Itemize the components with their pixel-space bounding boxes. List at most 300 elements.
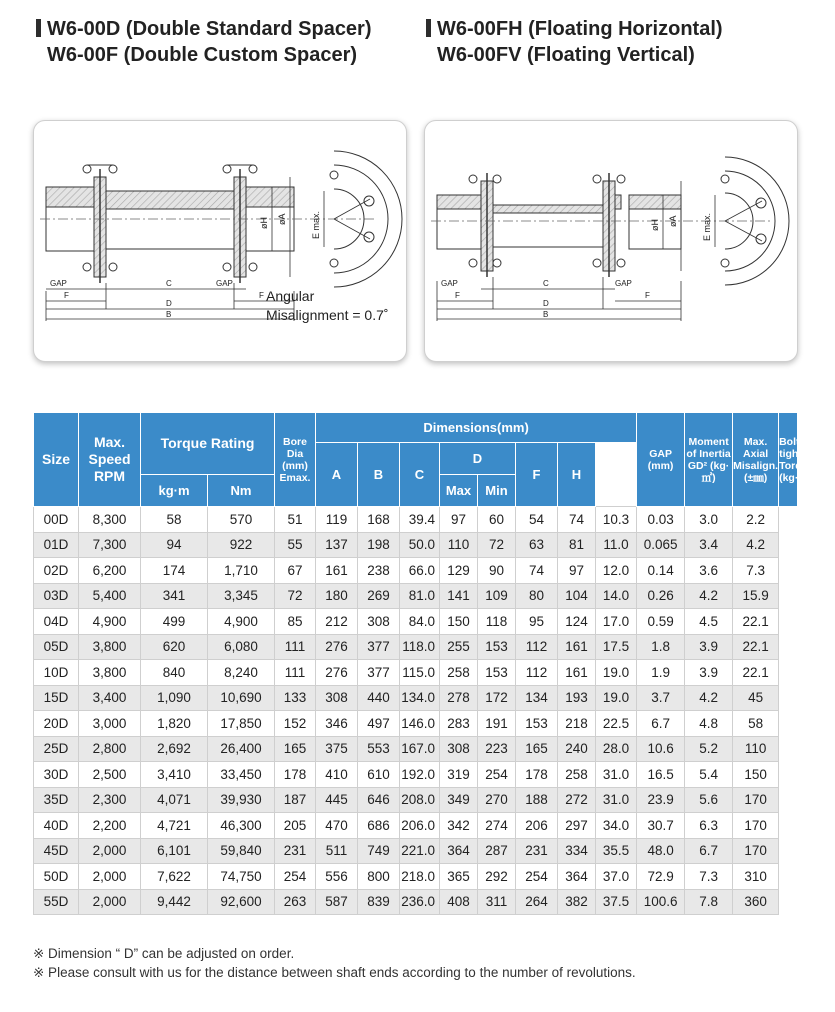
table-cell: 231 bbox=[275, 838, 316, 864]
table-cell: 54 bbox=[516, 507, 558, 533]
table-cell: 0.03 bbox=[637, 507, 685, 533]
table-cell: 276 bbox=[316, 660, 358, 686]
size-cell: 01D bbox=[34, 532, 79, 558]
table-cell: 6.7 bbox=[685, 838, 733, 864]
table-cell: 22.1 bbox=[733, 609, 779, 635]
table-cell: 129 bbox=[440, 558, 478, 584]
table-cell: 134.0 bbox=[400, 685, 440, 711]
header-bolt: Bolt tighten Torque (kg·m) bbox=[779, 413, 798, 507]
table-cell: 839 bbox=[358, 889, 400, 915]
table-cell: 440 bbox=[358, 685, 400, 711]
table-cell: 133 bbox=[275, 685, 316, 711]
table-row bbox=[34, 609, 798, 635]
table-cell: 84.0 bbox=[400, 609, 440, 635]
table-row bbox=[34, 762, 798, 788]
angular-note-line1: Angular bbox=[266, 288, 315, 304]
label-a: øA bbox=[668, 215, 678, 227]
table-cell: 620 bbox=[141, 634, 208, 660]
table-cell: 3.0 bbox=[685, 507, 733, 533]
table-cell: 115.0 bbox=[400, 660, 440, 686]
table-cell: 191 bbox=[478, 711, 516, 737]
table-row bbox=[34, 864, 798, 890]
table-cell: 58 bbox=[141, 507, 208, 533]
table-cell: 3,410 bbox=[141, 762, 208, 788]
table-cell: 72 bbox=[275, 583, 316, 609]
table-cell: 587 bbox=[316, 889, 358, 915]
angular-misalignment-note bbox=[266, 287, 389, 325]
table-cell: 511 bbox=[316, 838, 358, 864]
table-cell: 22.1 bbox=[733, 634, 779, 660]
header-size: Size bbox=[34, 413, 79, 507]
table-cell: 153 bbox=[516, 711, 558, 737]
angular-note-line2: Misalignment = 0.7˚ bbox=[266, 307, 389, 323]
label-c: C bbox=[166, 279, 172, 288]
table-cell: 152 bbox=[275, 711, 316, 737]
table-cell: 283 bbox=[440, 711, 478, 737]
table-cell: 3,400 bbox=[79, 685, 141, 711]
table-cell: 270 bbox=[478, 787, 516, 813]
table-cell: 221.0 bbox=[400, 838, 440, 864]
table-cell: 198 bbox=[358, 532, 400, 558]
table-cell: 3.9 bbox=[685, 660, 733, 686]
table-cell: 161 bbox=[558, 634, 596, 660]
table-cell: 37.5 bbox=[596, 889, 637, 915]
table-cell: 6,080 bbox=[208, 634, 275, 660]
table-cell: 153 bbox=[478, 660, 516, 686]
table-cell: 206.0 bbox=[400, 813, 440, 839]
table-cell: 231 bbox=[516, 838, 558, 864]
table-cell: 97 bbox=[440, 507, 478, 533]
size-cell: 20D bbox=[34, 711, 79, 737]
table-cell: 556 bbox=[316, 864, 358, 890]
table-cell: 258 bbox=[440, 660, 478, 686]
table-cell: 146.0 bbox=[400, 711, 440, 737]
footnotes bbox=[33, 944, 636, 982]
table-cell: 410 bbox=[316, 762, 358, 788]
table-cell: 39,930 bbox=[208, 787, 275, 813]
spec-table-body bbox=[34, 507, 798, 915]
table-cell: 236.0 bbox=[400, 889, 440, 915]
table-cell: 192.0 bbox=[400, 762, 440, 788]
label-b: B bbox=[166, 310, 172, 319]
size-cell: 10D bbox=[34, 660, 79, 686]
size-cell: 04D bbox=[34, 609, 79, 635]
table-cell: 3,800 bbox=[79, 634, 141, 660]
header-d: D bbox=[440, 443, 516, 475]
table-cell: 470 bbox=[316, 813, 358, 839]
table-cell: 8,240 bbox=[208, 660, 275, 686]
size-cell: 03D bbox=[34, 583, 79, 609]
table-cell: 97 bbox=[558, 558, 596, 584]
table-cell: 10,690 bbox=[208, 685, 275, 711]
table-row bbox=[34, 532, 798, 558]
table-cell: 377 bbox=[358, 634, 400, 660]
label-e: E max. bbox=[702, 212, 712, 241]
table-cell: 35.5 bbox=[596, 838, 637, 864]
title-left bbox=[36, 16, 372, 68]
table-cell: 153 bbox=[478, 634, 516, 660]
table-cell: 263 bbox=[275, 889, 316, 915]
title-right-line1: W6-00FH (Floating Horizontal) bbox=[426, 16, 723, 42]
table-cell: 112 bbox=[516, 660, 558, 686]
table-cell: 292 bbox=[478, 864, 516, 890]
label-f-right: F bbox=[259, 291, 264, 300]
table-cell: 80 bbox=[516, 583, 558, 609]
table-cell: 178 bbox=[516, 762, 558, 788]
table-cell: 150 bbox=[733, 762, 779, 788]
size-cell: 30D bbox=[34, 762, 79, 788]
table-cell: 45 bbox=[733, 685, 779, 711]
label-gap-right: GAP bbox=[615, 279, 632, 288]
table-cell: 17.5 bbox=[596, 634, 637, 660]
table-cell: 3.7 bbox=[637, 685, 685, 711]
diagram-double-spacer bbox=[33, 120, 407, 362]
table-cell: 6,200 bbox=[79, 558, 141, 584]
header-c: C bbox=[400, 443, 440, 507]
table-cell: 610 bbox=[358, 762, 400, 788]
table-cell: 4,900 bbox=[79, 609, 141, 635]
table-cell: 90 bbox=[478, 558, 516, 584]
table-cell: 6.3 bbox=[685, 813, 733, 839]
table-cell: 94 bbox=[141, 532, 208, 558]
table-cell: 2,000 bbox=[79, 889, 141, 915]
label-a: øA bbox=[277, 213, 287, 225]
table-cell: 172 bbox=[478, 685, 516, 711]
table-cell: 308 bbox=[358, 609, 400, 635]
table-cell: 22.1 bbox=[733, 660, 779, 686]
header-bore: Bore Dia (mm) Emax. bbox=[275, 413, 316, 507]
table-cell: 11.0 bbox=[596, 532, 637, 558]
title-right bbox=[426, 16, 723, 68]
table-cell: 46,300 bbox=[208, 813, 275, 839]
label-gap-left: GAP bbox=[50, 279, 67, 288]
table-cell: 254 bbox=[516, 864, 558, 890]
table-cell: 382 bbox=[558, 889, 596, 915]
label-c: C bbox=[543, 279, 549, 288]
table-cell: 499 bbox=[141, 609, 208, 635]
table-cell: 254 bbox=[275, 864, 316, 890]
table-cell: 8,300 bbox=[79, 507, 141, 533]
table-cell: 310 bbox=[733, 864, 779, 890]
table-cell: 375 bbox=[316, 736, 358, 762]
table-cell: 17.0 bbox=[596, 609, 637, 635]
table-cell: 269 bbox=[358, 583, 400, 609]
table-cell: 137 bbox=[316, 532, 358, 558]
table-row bbox=[34, 660, 798, 686]
table-cell: 23.9 bbox=[637, 787, 685, 813]
table-cell: 208.0 bbox=[400, 787, 440, 813]
table-cell: 109 bbox=[478, 583, 516, 609]
table-cell: 187 bbox=[275, 787, 316, 813]
footnote-2: ※ Please consult with us for the distance between shaft ends according to the number of revolutions. bbox=[33, 965, 636, 980]
header-d-max: Max bbox=[440, 475, 478, 507]
table-cell: 59,840 bbox=[208, 838, 275, 864]
table-cell: 10.6 bbox=[637, 736, 685, 762]
table-cell: 287 bbox=[478, 838, 516, 864]
table-cell: 34.0 bbox=[596, 813, 637, 839]
table-cell: 141 bbox=[440, 583, 478, 609]
table-cell: 218.0 bbox=[400, 864, 440, 890]
title-left-line2: W6-00F (Double Custom Spacer) bbox=[47, 44, 358, 66]
table-cell: 5.6 bbox=[685, 787, 733, 813]
table-cell: 55 bbox=[275, 532, 316, 558]
table-cell: 63 bbox=[516, 532, 558, 558]
table-cell: 170 bbox=[733, 838, 779, 864]
size-cell: 00D bbox=[34, 507, 79, 533]
table-cell: 274 bbox=[478, 813, 516, 839]
table-cell: 2,800 bbox=[79, 736, 141, 762]
table-cell: 7,622 bbox=[141, 864, 208, 890]
table-cell: 2,300 bbox=[79, 787, 141, 813]
table-cell: 72.9 bbox=[637, 864, 685, 890]
table-cell: 6.7 bbox=[637, 711, 685, 737]
table-cell: 408 bbox=[440, 889, 478, 915]
table-cell: 0.065 bbox=[637, 532, 685, 558]
table-cell: 218 bbox=[558, 711, 596, 737]
table-cell: 16.5 bbox=[637, 762, 685, 788]
table-cell: 0.14 bbox=[637, 558, 685, 584]
title-bar-icon bbox=[36, 19, 41, 37]
label-f-left: F bbox=[455, 291, 460, 300]
table-cell: 2,000 bbox=[79, 838, 141, 864]
table-cell: 92,600 bbox=[208, 889, 275, 915]
table-cell: 12.0 bbox=[596, 558, 637, 584]
table-cell: 15.9 bbox=[733, 583, 779, 609]
table-cell: 7.3 bbox=[733, 558, 779, 584]
table-cell: 74 bbox=[516, 558, 558, 584]
table-cell: 150 bbox=[440, 609, 478, 635]
table-row bbox=[34, 634, 798, 660]
table-cell: 7.8 bbox=[685, 889, 733, 915]
table-cell: 360 bbox=[733, 889, 779, 915]
table-cell: 334 bbox=[558, 838, 596, 864]
label-f-left: F bbox=[64, 291, 69, 300]
table-cell: 311 bbox=[478, 889, 516, 915]
table-cell: 7.3 bbox=[685, 864, 733, 890]
table-cell: 4.2 bbox=[733, 532, 779, 558]
size-cell: 25D bbox=[34, 736, 79, 762]
table-cell: 297 bbox=[558, 813, 596, 839]
table-cell: 31.0 bbox=[596, 787, 637, 813]
table-cell: 254 bbox=[478, 762, 516, 788]
header-inertia: Moment of Inertia GD² (kg·㎡) bbox=[685, 413, 733, 507]
table-cell: 0.26 bbox=[637, 583, 685, 609]
label-b: B bbox=[543, 310, 549, 319]
table-cell: 28.0 bbox=[596, 736, 637, 762]
table-cell: 749 bbox=[358, 838, 400, 864]
table-cell: 161 bbox=[316, 558, 358, 584]
table-cell: 110 bbox=[440, 532, 478, 558]
size-cell: 55D bbox=[34, 889, 79, 915]
title-right-line2: W6-00FV (Floating Vertical) bbox=[437, 44, 695, 66]
diagram-floating bbox=[424, 120, 798, 362]
table-cell: 840 bbox=[141, 660, 208, 686]
header-torque-kgm: kg·m bbox=[141, 475, 208, 507]
table-cell: 308 bbox=[440, 736, 478, 762]
table-cell: 85 bbox=[275, 609, 316, 635]
table-cell: 67 bbox=[275, 558, 316, 584]
table-cell: 1,820 bbox=[141, 711, 208, 737]
table-cell: 19.0 bbox=[596, 660, 637, 686]
table-cell: 1.9 bbox=[637, 660, 685, 686]
table-cell: 30.7 bbox=[637, 813, 685, 839]
label-f-right: F bbox=[645, 291, 650, 300]
table-row bbox=[34, 711, 798, 737]
size-cell: 02D bbox=[34, 558, 79, 584]
table-cell: 110 bbox=[733, 736, 779, 762]
table-cell: 240 bbox=[558, 736, 596, 762]
table-cell: 167.0 bbox=[400, 736, 440, 762]
table-cell: 119 bbox=[316, 507, 358, 533]
size-cell: 15D bbox=[34, 685, 79, 711]
label-e: E max. bbox=[311, 210, 321, 239]
table-cell: 19.0 bbox=[596, 685, 637, 711]
table-cell: 48.0 bbox=[637, 838, 685, 864]
table-cell: 553 bbox=[358, 736, 400, 762]
table-cell: 170 bbox=[733, 813, 779, 839]
table-cell: 1.8 bbox=[637, 634, 685, 660]
table-row bbox=[34, 736, 798, 762]
table-cell: 118.0 bbox=[400, 634, 440, 660]
table-cell: 4,721 bbox=[141, 813, 208, 839]
table-cell: 1,090 bbox=[141, 685, 208, 711]
table-cell: 206 bbox=[516, 813, 558, 839]
table-cell: 37.0 bbox=[596, 864, 637, 890]
table-cell: 264 bbox=[516, 889, 558, 915]
table-cell: 319 bbox=[440, 762, 478, 788]
table-cell: 0.59 bbox=[637, 609, 685, 635]
table-row bbox=[34, 507, 798, 533]
table-cell: 308 bbox=[316, 685, 358, 711]
table-cell: 10.3 bbox=[596, 507, 637, 533]
table-cell: 7,300 bbox=[79, 532, 141, 558]
table-cell: 2,692 bbox=[141, 736, 208, 762]
header-d-min: Min bbox=[478, 475, 516, 507]
header-torque: Torque Rating bbox=[141, 413, 275, 475]
label-h: øH bbox=[259, 217, 269, 229]
header-gap: GAP (mm) bbox=[637, 413, 685, 507]
table-cell: 111 bbox=[275, 660, 316, 686]
table-cell: 81.0 bbox=[400, 583, 440, 609]
table-cell: 3,345 bbox=[208, 583, 275, 609]
table-cell: 50.0 bbox=[400, 532, 440, 558]
table-cell: 66.0 bbox=[400, 558, 440, 584]
table-cell: 180 bbox=[316, 583, 358, 609]
table-cell: 4.8 bbox=[685, 711, 733, 737]
table-cell: 341 bbox=[141, 583, 208, 609]
table-cell: 205 bbox=[275, 813, 316, 839]
table-cell: 178 bbox=[275, 762, 316, 788]
header-dimensions: Dimensions(mm) bbox=[316, 413, 637, 443]
table-cell: 223 bbox=[478, 736, 516, 762]
table-cell: 111 bbox=[275, 634, 316, 660]
table-cell: 5,400 bbox=[79, 583, 141, 609]
label-h: øH bbox=[650, 219, 660, 231]
table-cell: 134 bbox=[516, 685, 558, 711]
table-cell: 124 bbox=[558, 609, 596, 635]
table-cell: 258 bbox=[558, 762, 596, 788]
table-cell: 278 bbox=[440, 685, 478, 711]
label-gap-left: GAP bbox=[441, 279, 458, 288]
header-f: F bbox=[516, 443, 558, 507]
table-cell: 26,400 bbox=[208, 736, 275, 762]
table-cell: 922 bbox=[208, 532, 275, 558]
table-cell: 2.2 bbox=[733, 507, 779, 533]
table-cell: 58 bbox=[733, 711, 779, 737]
table-cell: 445 bbox=[316, 787, 358, 813]
table-cell: 2,500 bbox=[79, 762, 141, 788]
table-cell: 165 bbox=[516, 736, 558, 762]
table-cell: 3,000 bbox=[79, 711, 141, 737]
table-cell: 31.0 bbox=[596, 762, 637, 788]
table-cell: 104 bbox=[558, 583, 596, 609]
table-cell: 168 bbox=[358, 507, 400, 533]
table-row bbox=[34, 583, 798, 609]
table-cell: 4.2 bbox=[685, 685, 733, 711]
coupling-drawing-left bbox=[34, 121, 406, 361]
header-a: A bbox=[316, 443, 358, 507]
table-cell: 3,800 bbox=[79, 660, 141, 686]
table-cell: 686 bbox=[358, 813, 400, 839]
table-row bbox=[34, 685, 798, 711]
table-cell: 39.4 bbox=[400, 507, 440, 533]
table-cell: 188 bbox=[516, 787, 558, 813]
table-cell: 238 bbox=[358, 558, 400, 584]
table-cell: 4.5 bbox=[685, 609, 733, 635]
table-cell: 255 bbox=[440, 634, 478, 660]
table-cell: 6,101 bbox=[141, 838, 208, 864]
coupling-drawing-right bbox=[425, 121, 797, 361]
size-cell: 35D bbox=[34, 787, 79, 813]
table-cell: 118 bbox=[478, 609, 516, 635]
table-cell: 1,710 bbox=[208, 558, 275, 584]
table-cell: 161 bbox=[558, 660, 596, 686]
table-cell: 3.6 bbox=[685, 558, 733, 584]
table-cell: 95 bbox=[516, 609, 558, 635]
table-cell: 17,850 bbox=[208, 711, 275, 737]
table-row bbox=[34, 889, 798, 915]
table-cell: 365 bbox=[440, 864, 478, 890]
table-cell: 193 bbox=[558, 685, 596, 711]
table-cell: 4.2 bbox=[685, 583, 733, 609]
table-cell: 276 bbox=[316, 634, 358, 660]
label-d: D bbox=[166, 299, 172, 308]
table-row bbox=[34, 558, 798, 584]
table-cell: 81 bbox=[558, 532, 596, 558]
footnote-1: ※ Dimension “ D” can be adjusted on order. bbox=[33, 946, 295, 961]
size-cell: 45D bbox=[34, 838, 79, 864]
table-cell: 497 bbox=[358, 711, 400, 737]
table-cell: 22.5 bbox=[596, 711, 637, 737]
table-cell: 14.0 bbox=[596, 583, 637, 609]
table-row bbox=[34, 813, 798, 839]
table-cell: 3.4 bbox=[685, 532, 733, 558]
size-cell: 50D bbox=[34, 864, 79, 890]
table-cell: 272 bbox=[558, 787, 596, 813]
table-cell: 51 bbox=[275, 507, 316, 533]
title-left-line1: W6-00D (Double Standard Spacer) bbox=[36, 16, 372, 42]
table-cell: 4,900 bbox=[208, 609, 275, 635]
table-cell: 9,442 bbox=[141, 889, 208, 915]
table-cell: 364 bbox=[558, 864, 596, 890]
size-cell: 05D bbox=[34, 634, 79, 660]
spec-table bbox=[33, 412, 815, 915]
table-row bbox=[34, 787, 798, 813]
table-cell: 5.2 bbox=[685, 736, 733, 762]
table-cell: 377 bbox=[358, 660, 400, 686]
table-cell: 346 bbox=[316, 711, 358, 737]
table-cell: 5.4 bbox=[685, 762, 733, 788]
